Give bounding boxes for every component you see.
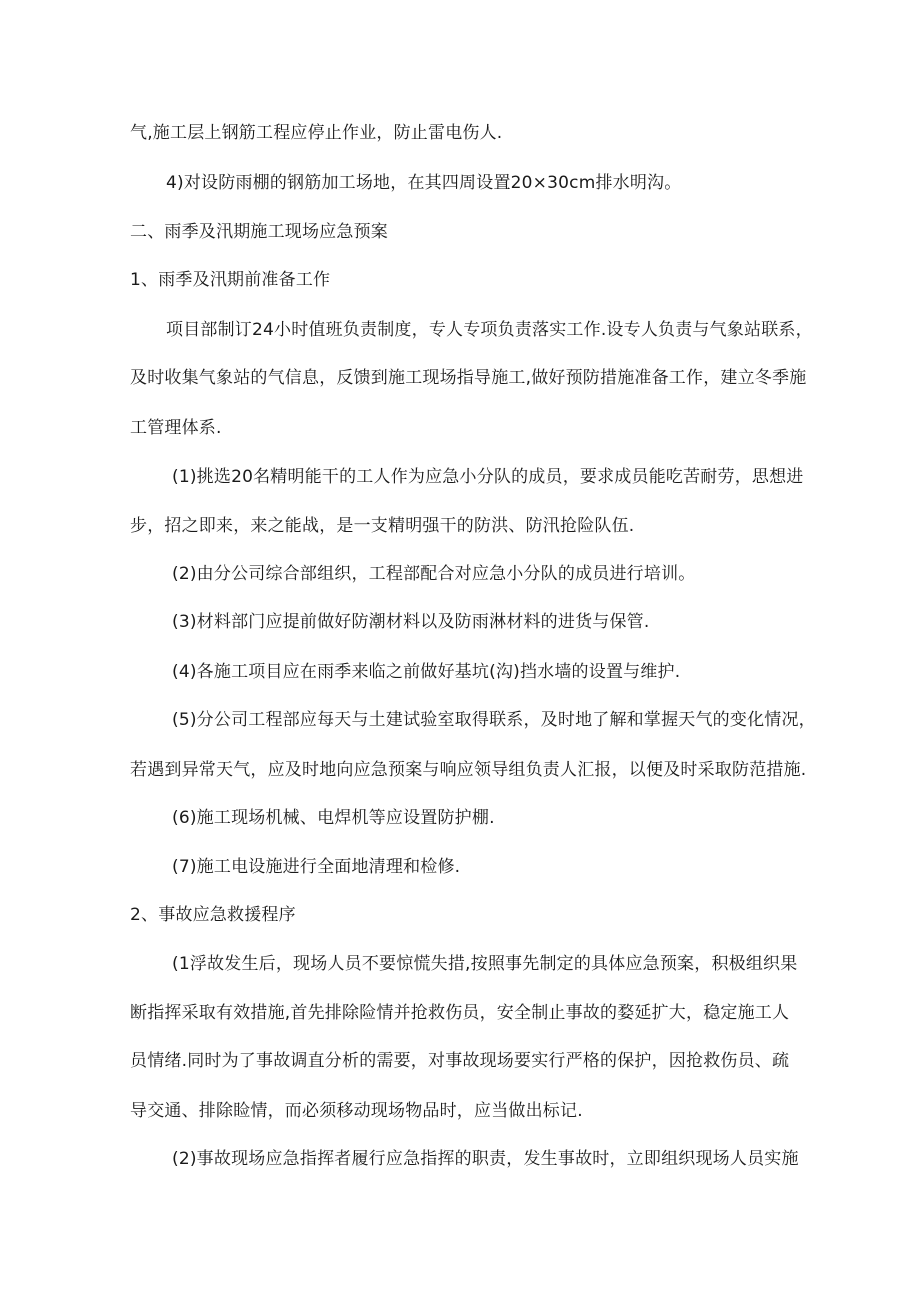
procedure-2-line-1: (2)事故现场应急指挥者履行应急指挥的职责，发生事故时，立即组织现场人员实施	[172, 1149, 799, 1169]
section-heading-2: 二、雨季及汛期施工现场应急预案	[130, 222, 388, 242]
list-item-7: (7)施工电设施进行全面地清理和检修.	[172, 857, 461, 877]
paragraph-line-7: 工管理体系.	[130, 418, 222, 438]
procedure-1-line-4: 导交通、排除睑情，而必须移动现场物品时，应当做出标记.	[130, 1101, 583, 1121]
list-item-5-line-1: (5)分公司工程部应每天与土建试验室取得联系，及时地了解和掌握天气的变化情况，	[172, 710, 816, 730]
procedure-1-line-2: 断指挥采取有效措施,首先排除险情并抢救伤员，安全制止事故的婺延扩大，稳定施工人	[130, 1003, 790, 1023]
paragraph-line-2: 4)对设防雨棚的钢筋加工场地，在其四周设置20×30cm排水明沟。	[166, 173, 682, 193]
subsection-heading-2: 2、事故应急救援程序	[130, 905, 296, 925]
paragraph-line-1: 气,施工层上钢筋工程应停止作业，防止雷电伤人.	[130, 123, 503, 143]
list-item-4: (4)各施工项目应在雨季来临之前做好基坑(沟)挡水墙的设置与维护.	[172, 662, 681, 682]
list-item-3: (3)材料部门应提前做好防潮材料以及防雨淋材料的进货与保管.	[172, 612, 650, 632]
list-item-1-line-1: (1)挑选20名精明能干的工人作为应急小分队的成员，要求成员能吃苦耐劳，思想进	[172, 467, 804, 487]
list-item-2: (2)由分公司综合部组织，工程部配合对应急小分队的成员进行培训。	[172, 564, 696, 584]
list-item-6: (6)施工现场机械、电焊机等应设置防护棚.	[172, 808, 495, 828]
subsection-heading-1: 1、雨季及汛期前准备工作	[130, 270, 331, 290]
procedure-1-line-3: 员情绪.同时为了事故调直分析的需要，对事故现场要实行严格的保护，因抢救伤员、疏	[130, 1051, 790, 1071]
paragraph-line-5: 项目部制订24小时值班负责制度，专人专项负责落实工作.设专人负责与气象站联系，	[166, 320, 813, 340]
procedure-1-line-1: (1浮故发生后，现场人员不要惊慌失措,按照事先制定的具体应急预案，积极组织果	[172, 954, 798, 974]
paragraph-line-6: 及时收集气象站的气信息，反馈到施工现场指导施工,做好预防措施准备工作，建立冬季施	[130, 368, 807, 388]
list-item-5-line-2: 若遇到异常天气，应及时地向应急预案与响应领导组负责人汇报，以便及时采取防范措施.	[130, 760, 807, 780]
list-item-1-line-2: 步，招之即来，来之能战，是一支精明强干的防洪、防汛抢险队伍.	[130, 516, 635, 536]
